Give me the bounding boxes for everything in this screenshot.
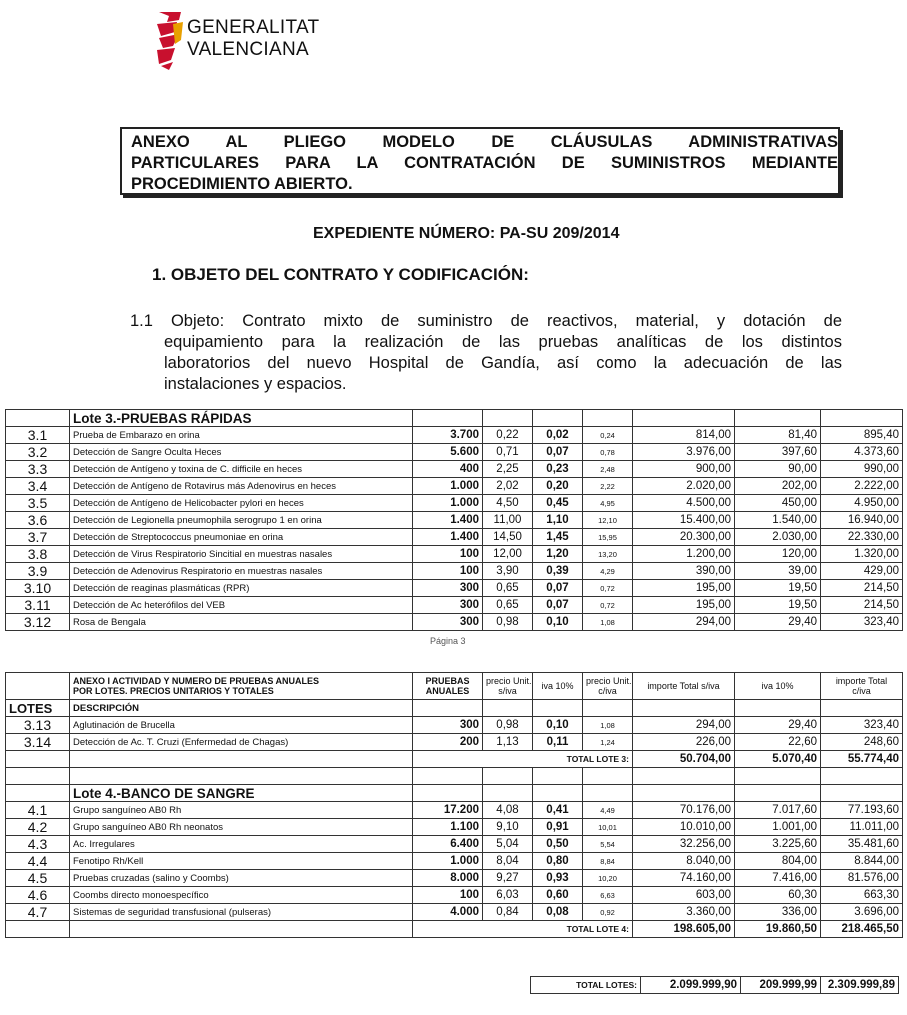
item-description: Grupo sanguíneo AB0 Rh <box>70 802 413 819</box>
item-total: 900,00 <box>633 461 735 478</box>
item-iva: 0,80 <box>533 853 583 870</box>
anexo-title-cell: ANEXO I ACTIVIDAD Y NUMERO DE PRUEBAS ANUALES POR LOTES. PRECIOS UNITARIOS Y TOTALES <box>70 673 413 700</box>
item-description: Detección de Legionella pneumophila serogrupo 1 en orina <box>70 512 413 529</box>
item-number: 3.6 <box>6 512 70 529</box>
document-title-box <box>120 127 840 195</box>
item-description: Aglutinación de Brucella <box>70 717 413 734</box>
table-row <box>6 904 903 921</box>
total-con-iva: 218.465,50 <box>821 921 903 938</box>
descripcion-label: DESCRIPCIÓN <box>70 700 413 717</box>
table-row <box>6 580 903 597</box>
total-lotes-sin-iva: 2.099.999,90 <box>641 977 741 994</box>
item-total-iva: 1.001,00 <box>735 819 821 836</box>
item-quantity: 100 <box>413 563 483 580</box>
title-line-3: PROCEDIMIENTO ABIERTO. <box>131 175 353 193</box>
item-number: 4.6 <box>6 887 70 904</box>
table-row <box>6 512 903 529</box>
item-description: Detección de Ac. T. Cruzi (Enfermedad de Chagas) <box>70 734 413 751</box>
item-iva: 0,93 <box>533 870 583 887</box>
item-price: 4,08 <box>483 802 533 819</box>
item-total-civa: 323,40 <box>821 717 903 734</box>
total-con-iva: 55.774,40 <box>821 751 903 768</box>
item-total-iva: 397,60 <box>735 444 821 461</box>
item-iva: 0,11 <box>533 734 583 751</box>
item-iva: 0,20 <box>533 478 583 495</box>
item-iva: 0,50 <box>533 836 583 853</box>
item-total: 20.300,00 <box>633 529 735 546</box>
item-total-iva: 202,00 <box>735 478 821 495</box>
item-price: 0,71 <box>483 444 533 461</box>
item-total: 3.360,00 <box>633 904 735 921</box>
item-quantity: 300 <box>413 614 483 631</box>
item-price-civa: 12,10 <box>583 512 633 529</box>
table-row <box>6 717 903 734</box>
item-number: 3.4 <box>6 478 70 495</box>
item-iva: 0,10 <box>533 614 583 631</box>
total-sin-iva: 50.704,00 <box>633 751 735 768</box>
item-total-civa: 323,40 <box>821 614 903 631</box>
item-total-civa: 895,40 <box>821 427 903 444</box>
total-lotes-con-iva: 2.309.999,89 <box>821 977 899 994</box>
item-number: 4.7 <box>6 904 70 921</box>
item-quantity: 100 <box>413 546 483 563</box>
item-price-civa: 4,49 <box>583 802 633 819</box>
item-total-iva: 19,50 <box>735 580 821 597</box>
item-iva: 0,07 <box>533 597 583 614</box>
item-price: 0,98 <box>483 614 533 631</box>
item-iva: 0,60 <box>533 887 583 904</box>
item-total-iva: 7.416,00 <box>735 870 821 887</box>
objeto-line-2: equipamiento para la realización de las pruebas analíticas de los distintos <box>164 333 842 351</box>
item-total-iva: 3.225,60 <box>735 836 821 853</box>
item-quantity: 5.600 <box>413 444 483 461</box>
item-number: 4.3 <box>6 836 70 853</box>
item-total-iva: 81,40 <box>735 427 821 444</box>
item-quantity: 400 <box>413 461 483 478</box>
item-price: 5,04 <box>483 836 533 853</box>
table-row <box>6 734 903 751</box>
item-iva: 1,20 <box>533 546 583 563</box>
anexo-table <box>5 672 903 938</box>
iva2-header: iva 10% <box>735 673 821 700</box>
generalitat-emblem-icon <box>155 10 185 72</box>
lote3-title-row <box>6 410 903 427</box>
item-total: 8.040,00 <box>633 853 735 870</box>
lote3-table <box>5 409 903 631</box>
expediente-number: EXPEDIENTE NÚMERO: PA-SU 209/2014 <box>313 225 620 242</box>
item-iva: 0,02 <box>533 427 583 444</box>
item-description: Ac. Irregulares <box>70 836 413 853</box>
item-description: Coombs directo monoespecífico <box>70 887 413 904</box>
item-price: 9,10 <box>483 819 533 836</box>
item-total-civa: 11.011,00 <box>821 819 903 836</box>
item-quantity: 1.000 <box>413 495 483 512</box>
item-description: Detección de Adenovirus Respiratorio en muestras nasales <box>70 563 413 580</box>
item-number: 4.2 <box>6 819 70 836</box>
item-description: Prueba de Embarazo en orina <box>70 427 413 444</box>
anexo-header-row <box>6 673 903 700</box>
objeto-line-3: laboratorios del nuevo Hospital de Gandía, así como la adecuación de las <box>164 354 842 372</box>
section-heading: 1. OBJETO DEL CONTRATO Y CODIFICACIÓN: <box>152 265 529 284</box>
item-total-civa: 1.320,00 <box>821 546 903 563</box>
item-iva: 1,10 <box>533 512 583 529</box>
logo-line2: VALENCIANA <box>187 39 309 60</box>
item-total: 4.500,00 <box>633 495 735 512</box>
item-number: 3.10 <box>6 580 70 597</box>
item-total-civa: 214,50 <box>821 580 903 597</box>
item-total-civa: 214,50 <box>821 597 903 614</box>
item-number: 4.1 <box>6 802 70 819</box>
lote4-title: Lote 4.-BANCO DE SANGRE <box>70 785 413 802</box>
item-quantity: 1.400 <box>413 529 483 546</box>
table-row <box>6 597 903 614</box>
item-price-civa: 4,29 <box>583 563 633 580</box>
item-description: Detección de reaginas plasmáticas (RPR) <box>70 580 413 597</box>
item-number: 4.5 <box>6 870 70 887</box>
total-row <box>6 751 903 768</box>
item-price-civa: 1,24 <box>583 734 633 751</box>
item-total-civa: 35.481,60 <box>821 836 903 853</box>
item-iva: 0,08 <box>533 904 583 921</box>
item-price-civa: 5,54 <box>583 836 633 853</box>
importe-civa-header: importe Total c/iva <box>821 673 903 700</box>
item-price-civa: 8,84 <box>583 853 633 870</box>
item-total-civa: 8.844,00 <box>821 853 903 870</box>
table-row <box>6 546 903 563</box>
item-total: 3.976,00 <box>633 444 735 461</box>
item-total-iva: 804,00 <box>735 853 821 870</box>
generalitat-logo <box>155 10 320 85</box>
item-price-civa: 0,72 <box>583 597 633 614</box>
item-price-civa: 1,08 <box>583 717 633 734</box>
item-quantity: 1.400 <box>413 512 483 529</box>
item-total-civa: 22.330,00 <box>821 529 903 546</box>
item-price: 0,65 <box>483 580 533 597</box>
item-total: 10.010,00 <box>633 819 735 836</box>
item-total-iva: 22,60 <box>735 734 821 751</box>
item-price: 2,02 <box>483 478 533 495</box>
item-total-civa: 16.940,00 <box>821 512 903 529</box>
item-total: 294,00 <box>633 717 735 734</box>
lote3-title: Lote 3.-PRUEBAS RÁPIDAS <box>70 410 413 427</box>
precio-header: precio Unit. s/iva <box>483 673 533 700</box>
table-row <box>6 563 903 580</box>
objeto-line-4: instalaciones y espacios. <box>164 375 347 393</box>
item-price-civa: 0,72 <box>583 580 633 597</box>
item-total-civa: 3.696,00 <box>821 904 903 921</box>
title-line-2: PARTICULARES PARA LA CONTRATACIÓN DE SUMINISTROS MEDIANTE <box>131 154 838 172</box>
item-number: 3.1 <box>6 427 70 444</box>
item-total: 390,00 <box>633 563 735 580</box>
total-iva: 5.070,40 <box>735 751 821 768</box>
page-number: Página 3 <box>430 636 466 646</box>
table-row <box>6 887 903 904</box>
table-row <box>6 853 903 870</box>
table-row <box>6 444 903 461</box>
item-total-civa: 77.193,60 <box>821 802 903 819</box>
item-total-civa: 2.222,00 <box>821 478 903 495</box>
item-number: 3.2 <box>6 444 70 461</box>
total-label: TOTAL LOTE 3: <box>413 751 633 768</box>
lotes-label: LOTES <box>6 700 70 717</box>
item-description: Rosa de Bengala <box>70 614 413 631</box>
item-price-civa: 2,22 <box>583 478 633 495</box>
table-row <box>6 495 903 512</box>
item-price: 8,04 <box>483 853 533 870</box>
item-total: 294,00 <box>633 614 735 631</box>
item-quantity: 300 <box>413 717 483 734</box>
item-price-civa: 15,95 <box>583 529 633 546</box>
item-iva: 1,45 <box>533 529 583 546</box>
item-total-iva: 2.030,00 <box>735 529 821 546</box>
item-total: 32.256,00 <box>633 836 735 853</box>
item-total: 195,00 <box>633 580 735 597</box>
item-total-civa: 663,30 <box>821 887 903 904</box>
item-number: 3.9 <box>6 563 70 580</box>
item-total-iva: 90,00 <box>735 461 821 478</box>
item-price-civa: 10,01 <box>583 819 633 836</box>
item-total: 1.200,00 <box>633 546 735 563</box>
title-line-1: ANEXO AL PLIEGO MODELO DE CLÁUSULAS ADMINISTRATIVAS <box>131 133 838 151</box>
iva-header: iva 10% <box>533 673 583 700</box>
objeto-line-1: 1.1 Objeto: Contrato mixto de suministro de reactivos, material, y dotación de <box>130 312 842 330</box>
item-quantity: 1.100 <box>413 819 483 836</box>
item-price: 0,98 <box>483 717 533 734</box>
total-row <box>6 921 903 938</box>
item-description: Sistemas de seguridad transfusional (pulseras) <box>70 904 413 921</box>
item-total-iva: 60,30 <box>735 887 821 904</box>
item-price-civa: 6,63 <box>583 887 633 904</box>
table-row <box>6 802 903 819</box>
objeto-paragraph <box>130 311 842 395</box>
item-number: 3.3 <box>6 461 70 478</box>
item-total-civa: 248,60 <box>821 734 903 751</box>
item-description: Grupo sanguíneo AB0 Rh neonatos <box>70 819 413 836</box>
item-quantity: 100 <box>413 887 483 904</box>
item-quantity: 4.000 <box>413 904 483 921</box>
item-total: 814,00 <box>633 427 735 444</box>
item-price-civa: 2,48 <box>583 461 633 478</box>
item-price: 11,00 <box>483 512 533 529</box>
item-total: 74.160,00 <box>633 870 735 887</box>
table-row <box>6 461 903 478</box>
item-total-iva: 336,00 <box>735 904 821 921</box>
lote4-title-row <box>6 785 903 802</box>
table-row <box>6 614 903 631</box>
item-price: 6,03 <box>483 887 533 904</box>
item-quantity: 200 <box>413 734 483 751</box>
table-row <box>6 478 903 495</box>
item-total-civa: 81.576,00 <box>821 870 903 887</box>
item-price-civa: 4,95 <box>583 495 633 512</box>
item-price: 0,84 <box>483 904 533 921</box>
table-row <box>6 529 903 546</box>
item-number: 3.11 <box>6 597 70 614</box>
item-number: 3.12 <box>6 614 70 631</box>
item-number: 3.5 <box>6 495 70 512</box>
item-price: 3,90 <box>483 563 533 580</box>
item-iva: 0,91 <box>533 819 583 836</box>
item-price-civa: 0,78 <box>583 444 633 461</box>
item-number: 3.13 <box>6 717 70 734</box>
item-total: 70.176,00 <box>633 802 735 819</box>
item-total-iva: 19,50 <box>735 597 821 614</box>
item-number: 3.7 <box>6 529 70 546</box>
item-price: 0,22 <box>483 427 533 444</box>
item-quantity: 300 <box>413 580 483 597</box>
item-total-civa: 429,00 <box>821 563 903 580</box>
item-description: Fenotipo Rh/Kell <box>70 853 413 870</box>
item-quantity: 1.000 <box>413 853 483 870</box>
item-total-civa: 4.950,00 <box>821 495 903 512</box>
item-iva: 0,10 <box>533 717 583 734</box>
item-total-iva: 29,40 <box>735 717 821 734</box>
item-total-iva: 7.017,60 <box>735 802 821 819</box>
item-description: Detección de Streptococcus pneumoniae en orina <box>70 529 413 546</box>
item-price-civa: 0,24 <box>583 427 633 444</box>
item-total-iva: 120,00 <box>735 546 821 563</box>
precio-civa-header: precio Unit. c/iva <box>583 673 633 700</box>
blank-row <box>6 768 903 785</box>
item-total: 226,00 <box>633 734 735 751</box>
item-total: 603,00 <box>633 887 735 904</box>
lotes-header-row <box>6 700 903 717</box>
item-price-civa: 10,20 <box>583 870 633 887</box>
item-total: 15.400,00 <box>633 512 735 529</box>
item-price: 1,13 <box>483 734 533 751</box>
item-total: 2.020,00 <box>633 478 735 495</box>
item-price: 12,00 <box>483 546 533 563</box>
item-price-civa: 0,92 <box>583 904 633 921</box>
item-total: 195,00 <box>633 597 735 614</box>
item-total-iva: 450,00 <box>735 495 821 512</box>
total-sin-iva: 198.605,00 <box>633 921 735 938</box>
item-description: Pruebas cruzadas (salino y Coombs) <box>70 870 413 887</box>
item-iva: 0,45 <box>533 495 583 512</box>
item-description: Detección de Antígeno de Helicobacter pylori en heces <box>70 495 413 512</box>
item-price: 0,65 <box>483 597 533 614</box>
item-price: 4,50 <box>483 495 533 512</box>
item-price: 2,25 <box>483 461 533 478</box>
item-iva: 0,07 <box>533 444 583 461</box>
item-quantity: 8.000 <box>413 870 483 887</box>
total-lotes-iva: 209.999,99 <box>741 977 821 994</box>
item-description: Detección de Virus Respiratorio Sincitial en muestras nasales <box>70 546 413 563</box>
table-row <box>6 819 903 836</box>
item-quantity: 300 <box>413 597 483 614</box>
total-label: TOTAL LOTE 4: <box>413 921 633 938</box>
item-description: Detección de Ac heterófilos del VEB <box>70 597 413 614</box>
item-total-iva: 1.540,00 <box>735 512 821 529</box>
total-lotes-row <box>531 977 899 994</box>
item-number: 4.4 <box>6 853 70 870</box>
table-row <box>6 427 903 444</box>
item-iva: 0,41 <box>533 802 583 819</box>
total-lotes-table <box>530 976 899 994</box>
total-lotes-label: TOTAL LOTES: <box>531 977 641 994</box>
logo-line1: GENERALITAT <box>187 17 320 38</box>
item-quantity: 3.700 <box>413 427 483 444</box>
item-price: 14,50 <box>483 529 533 546</box>
item-iva: 0,23 <box>533 461 583 478</box>
item-total-civa: 990,00 <box>821 461 903 478</box>
item-quantity: 17.200 <box>413 802 483 819</box>
item-total-civa: 4.373,60 <box>821 444 903 461</box>
pruebas-header: PRUEBAS ANUALES <box>413 673 483 700</box>
item-description: Detección de Antígeno y toxina de C. difficile en heces <box>70 461 413 478</box>
item-price: 9,27 <box>483 870 533 887</box>
item-total-iva: 39,00 <box>735 563 821 580</box>
table-row <box>6 870 903 887</box>
item-description: Detección de Antígeno de Rotavirus más Adenovirus en heces <box>70 478 413 495</box>
item-price-civa: 13,20 <box>583 546 633 563</box>
item-number: 3.8 <box>6 546 70 563</box>
item-quantity: 1.000 <box>413 478 483 495</box>
item-quantity: 6.400 <box>413 836 483 853</box>
item-iva: 0,39 <box>533 563 583 580</box>
importe-header: importe Total s/iva <box>633 673 735 700</box>
item-total-iva: 29,40 <box>735 614 821 631</box>
item-number: 3.14 <box>6 734 70 751</box>
item-price-civa: 1,08 <box>583 614 633 631</box>
table-row <box>6 836 903 853</box>
item-iva: 0,07 <box>533 580 583 597</box>
item-description: Detección de Sangre Oculta Heces <box>70 444 413 461</box>
total-iva: 19.860,50 <box>735 921 821 938</box>
